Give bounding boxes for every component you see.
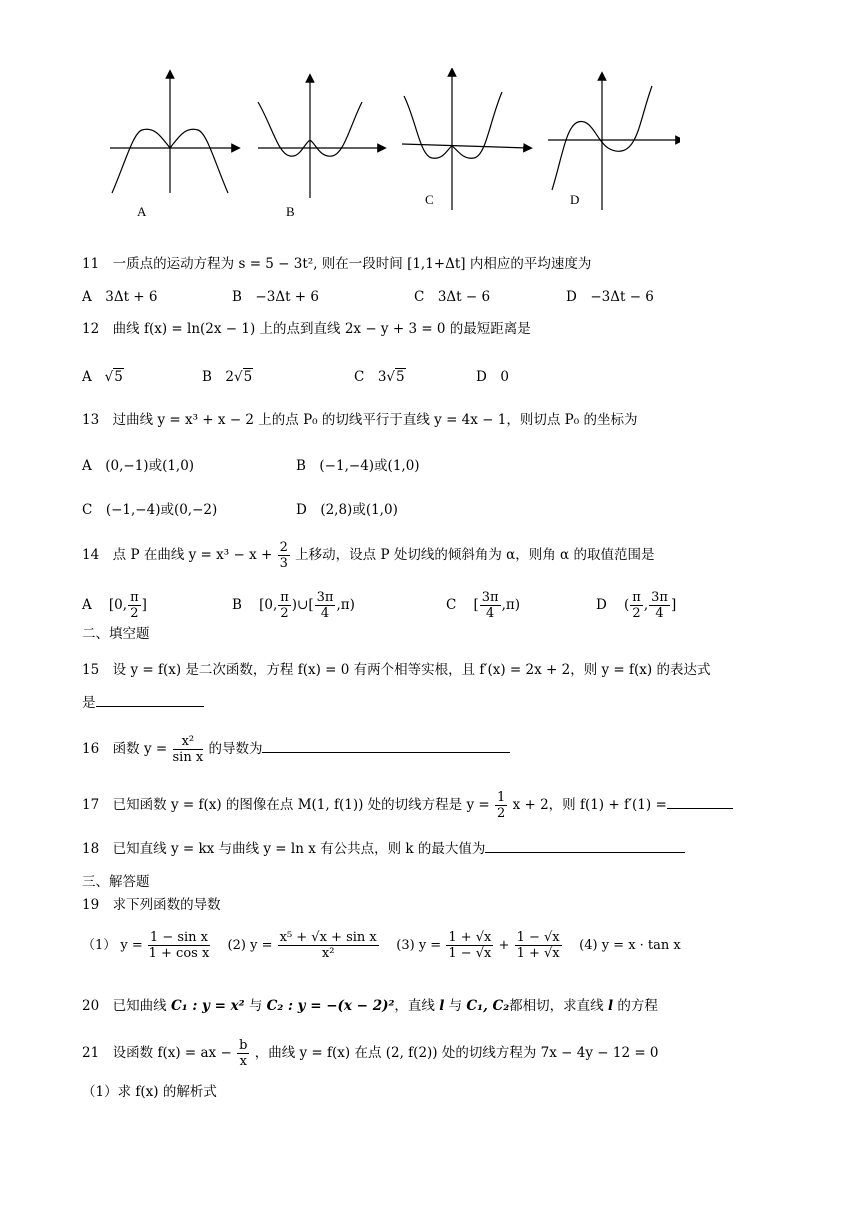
- graph-d-label: D: [570, 192, 580, 207]
- question-21-part-1: （1）求 f(x) 的解析式: [82, 1084, 217, 1100]
- question-19: 19 求下列函数的导数: [82, 897, 221, 913]
- graph-c-label: C: [425, 192, 434, 207]
- question-21: 21 设函数 f(x) = ax − $\frac{b}{x}$ ，曲线 y = f(x) 在点 (2, f(2)) 处的切线方程为 7x − 4y − 12 = 0: [82, 1038, 659, 1069]
- question-16: 16 函数 y = $\frac{\text{x²}}{\text{sin x}}$ 的导数为: [82, 734, 510, 765]
- q13-option-c: C (−1,−4)或(0,−2): [82, 502, 218, 518]
- q11-option-b: B −3Δt + 6: [232, 289, 319, 305]
- q14-option-a: A [0, $\frac{\pi}{2}$ ]: [82, 590, 147, 621]
- graph-a-label: A: [137, 204, 147, 219]
- question-15-line-2: 是: [82, 692, 204, 713]
- section-solve-heading: 三、解答题: [82, 874, 150, 890]
- q12-option-b: B 2√5: [202, 369, 253, 385]
- graph-d: [548, 76, 680, 210]
- question-20: 20 已知曲线 C₁ : y = x² 与 C₂ : y = −(x − 2)²，直线 l 与 C₁, C₂都相切，求直线 l 的方程: [82, 998, 658, 1014]
- q11-option-d: D −3Δt − 6: [566, 289, 654, 305]
- graph-a: [110, 74, 236, 193]
- question-17: 17 已知函数 y = f(x) 的图像在点 M(1, f(1)) 处的切线方程是 y = $\frac{1}{2}$ x + 2，则 f(1) + f′(1) =: [82, 790, 733, 821]
- function-graphs-figure: [100, 68, 680, 228]
- section-fill-in-heading: 二、填空题: [82, 626, 150, 642]
- q13-option-a: A (0,−1)或(1,0): [82, 458, 195, 474]
- q11-option-a: A 3Δt + 6: [82, 289, 158, 305]
- q13-option-d: D (2,8)或(1,0): [296, 502, 398, 518]
- question-15-line-1: 15 设 y = f(x) 是二次函数，方程 f(x) = 0 有两个相等实根，且 f′(x) = 2x + 2，则 y = f(x) 的表达式: [82, 662, 711, 678]
- graph-c: [402, 72, 528, 210]
- q12-option-d: D 0: [476, 369, 509, 385]
- question-18: 18 已知直线 y = kx 与曲线 y = ln x 有公共点，则 k 的最大值为: [82, 838, 685, 859]
- graph-b-label: B: [286, 204, 295, 219]
- q14-option-c: C [ $\frac{3\pi}{4}$ ,π): [446, 590, 521, 621]
- graph-b: [258, 78, 382, 198]
- q12-option-c: C 3√5: [354, 369, 405, 385]
- q11-option-c: C 3Δt − 6: [414, 289, 491, 305]
- question-12: 12 曲线 f(x) = ln(2x − 1) 上的点到直线 2x − y + 3 = 0 的最短距离是: [82, 321, 531, 337]
- q13-option-b: B (−1,−4)或(1,0): [296, 458, 420, 474]
- question-11: 11 一质点的运动方程为 s = 5 − 3t², 则在一段时间 [1,1+Δt] 内相应的平均速度为: [82, 256, 592, 272]
- q14-option-d: D ( $\frac{\pi}{2}$ , $\frac{3\pi}{4}$ ]: [596, 590, 677, 621]
- q14-option-b: B [0, $\frac{\pi}{2}$ )∪[ $\frac{3\pi}{4}$ ,π): [232, 590, 355, 621]
- question-19-parts: （1） y = $\frac{\text{1 − sin x}}{\text{1 + cos x}}$ (2) y = $\frac{\text{x⁵ + √x + sin x}}{\text{x²}}$ (3) y = $\frac{1 + √x}{1 - √x}$ + $\frac{1 - √x}{1 + √x}$ (4) y = x · tan x: [82, 930, 681, 961]
- question-14: 14 点 P 在曲线 y = x³ − x + $\frac{2}{3}$ 上移动，设点 P 处切线的倾斜角为 α，则角 α 的取值范围是: [82, 540, 655, 571]
- q12-option-a: A √5: [82, 369, 123, 385]
- question-13: 13 过曲线 y = x³ + x − 2 上的点 P₀ 的切线平行于直线 y = 4x − 1，则切点 P₀ 的坐标为: [82, 412, 638, 428]
